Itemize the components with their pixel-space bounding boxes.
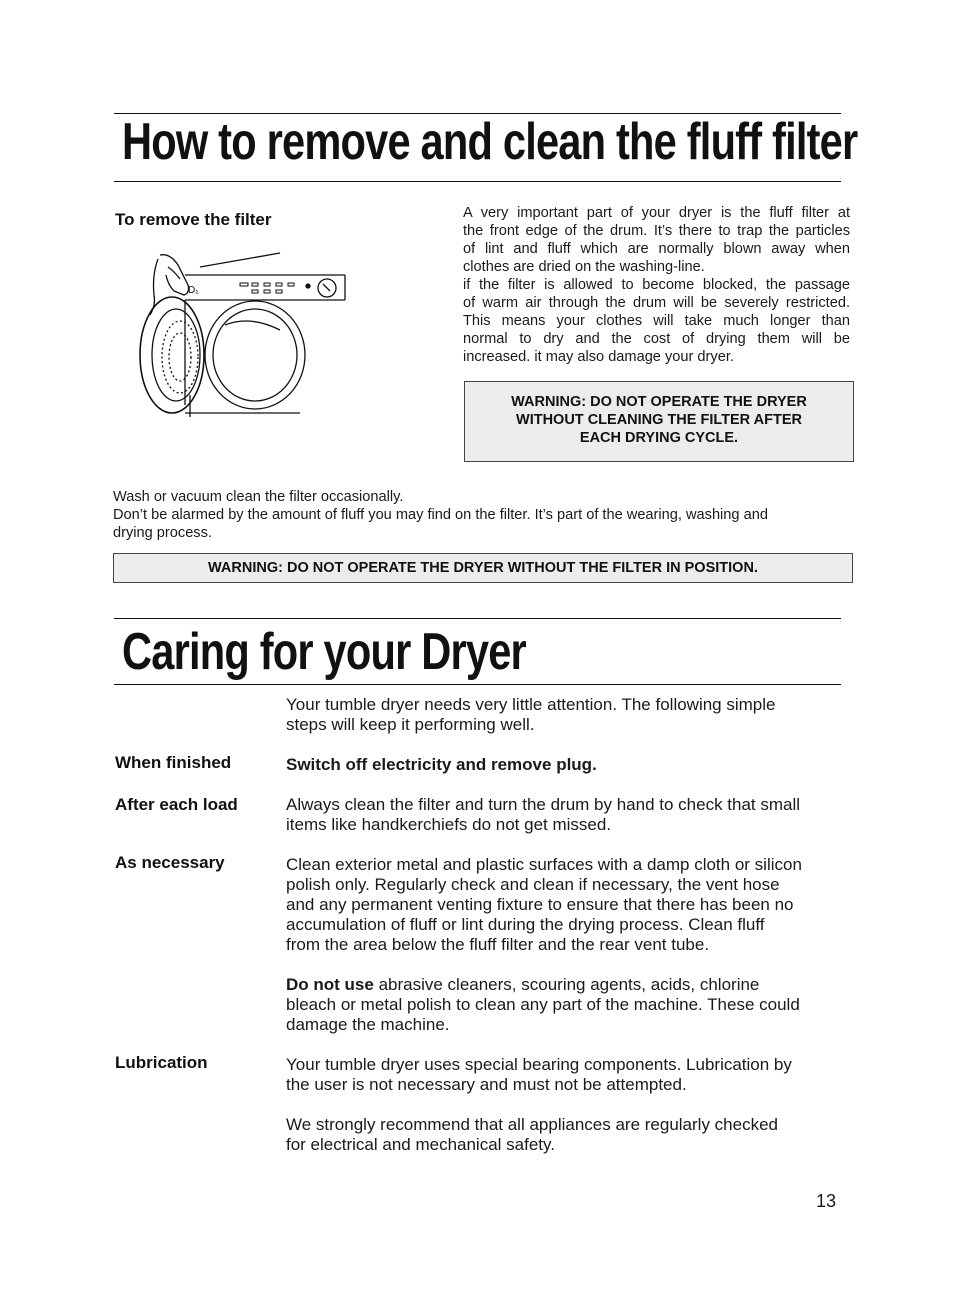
warning-line: WITHOUT CLEANING THE FILTER AFTER: [516, 412, 802, 428]
svg-text:D₁: D₁: [188, 285, 199, 296]
label-as-necessary: As necessary: [115, 853, 225, 872]
recommendation-text: [286, 1115, 842, 1155]
warning-box-position: [113, 553, 853, 583]
after-each-load-text: [286, 795, 842, 835]
intro-line: if the filter is allowed to become blocked, the passage: [463, 277, 850, 293]
do-not-use-line: bleach or metal polish to clean any part of the machine. These could: [286, 995, 800, 1014]
lubrication-text: [286, 1055, 842, 1095]
as-necessary-line: from the area below the fluff filter and the rear vent tube.: [286, 935, 710, 954]
as-necessary-line: Clean exterior metal and plastic surfaces with a damp cloth or silicon: [286, 855, 802, 874]
warning-line: EACH DRYING CYCLE.: [579, 430, 739, 446]
section2-underline: [114, 684, 841, 685]
do-not-use-rest: abrasive cleaners, scouring agents, acids, chlorine: [373, 975, 760, 994]
subheading-remove-filter: To remove the filter: [115, 210, 272, 229]
lubrication-line: the user is not necessary and must not be attempted.: [286, 1075, 687, 1094]
after-load-line: items like handkerchiefs do not get missed.: [286, 815, 612, 834]
alarm-line: drying process.: [113, 525, 212, 541]
label-lubrication: Lubrication: [115, 1053, 208, 1072]
recommend-line: We strongly recommend that all appliances are regularly checked: [286, 1115, 778, 1134]
warning-position-text: WARNING: DO NOT OPERATE THE DRYER WITHOUT THE FILTER IN POSITION.: [208, 560, 758, 576]
intro-line: the front edge of the drum. It’s there to trap the particles: [463, 223, 850, 239]
section2-top-rule: [114, 618, 841, 619]
intro-line: This means your clothes will take much longer than: [463, 313, 850, 329]
warning-box-cleaning: [464, 381, 854, 462]
intro-line: of warm air through the drum will be severely restricted.: [463, 295, 850, 311]
intro-line: clothes are dried on the washing-line.: [463, 259, 705, 275]
caring-intro-line: steps will keep it performing well.: [286, 715, 535, 734]
lubrication-line: Your tumble dryer uses special bearing components. Lubrication by: [286, 1055, 792, 1074]
do-not-use-text: [286, 975, 842, 1035]
wash-instructions: [113, 488, 848, 542]
as-necessary-line: polish only. Regularly check and clean if necessary, the vent hose: [286, 875, 780, 894]
as-necessary-line: accumulation of fluff or lint during the drying process. Clean fluff: [286, 915, 765, 934]
alarm-line: Don’t be alarmed by the amount of fluff you may find on the filter. It’s part of the wearing, washing and: [113, 507, 768, 523]
filter-intro-paragraph: [463, 204, 850, 366]
label-when-finished: When finished: [115, 753, 232, 772]
wash-text: Wash or vacuum clean the filter occasionally.: [113, 489, 404, 505]
section-title-caring: Caring for your Dryer: [122, 623, 526, 681]
label-after-each-load: After each load: [115, 795, 238, 814]
intro-line: normal to dry and the cost of drying them will be: [463, 331, 850, 347]
intro-line: increased. it may also damage your dryer.: [463, 349, 734, 365]
caring-intro-line: Your tumble dryer needs very little attention. The following simple: [286, 695, 776, 714]
title-underline: [114, 181, 841, 182]
intro-line: A very important part of your dryer is the fluff filter at: [463, 205, 850, 221]
section-title-fluff-filter: How to remove and clean the fluff filter: [122, 113, 858, 171]
as-necessary-line: and any permanent venting fixture to ensure that there has been no: [286, 895, 794, 914]
warning-line: WARNING: DO NOT OPERATE THE DRYER: [511, 394, 807, 410]
caring-intro: [286, 695, 842, 735]
do-not-use-bold: Do not use: [286, 975, 374, 994]
recommend-line: for electrical and mechanical safety.: [286, 1135, 555, 1154]
after-load-line: Always clean the filter and turn the drum by hand to check that small: [286, 795, 801, 814]
dryer-filter-illustration: [130, 245, 355, 420]
do-not-use-line: damage the machine.: [286, 1015, 450, 1034]
as-necessary-text: [286, 855, 842, 955]
do-not-use-line: [286, 975, 842, 995]
intro-line: of lint and fluff which are normally blown away when: [463, 241, 850, 257]
when-finished-text: Switch off electricity and remove plug.: [286, 755, 597, 774]
page-number: 13: [816, 1191, 837, 1211]
